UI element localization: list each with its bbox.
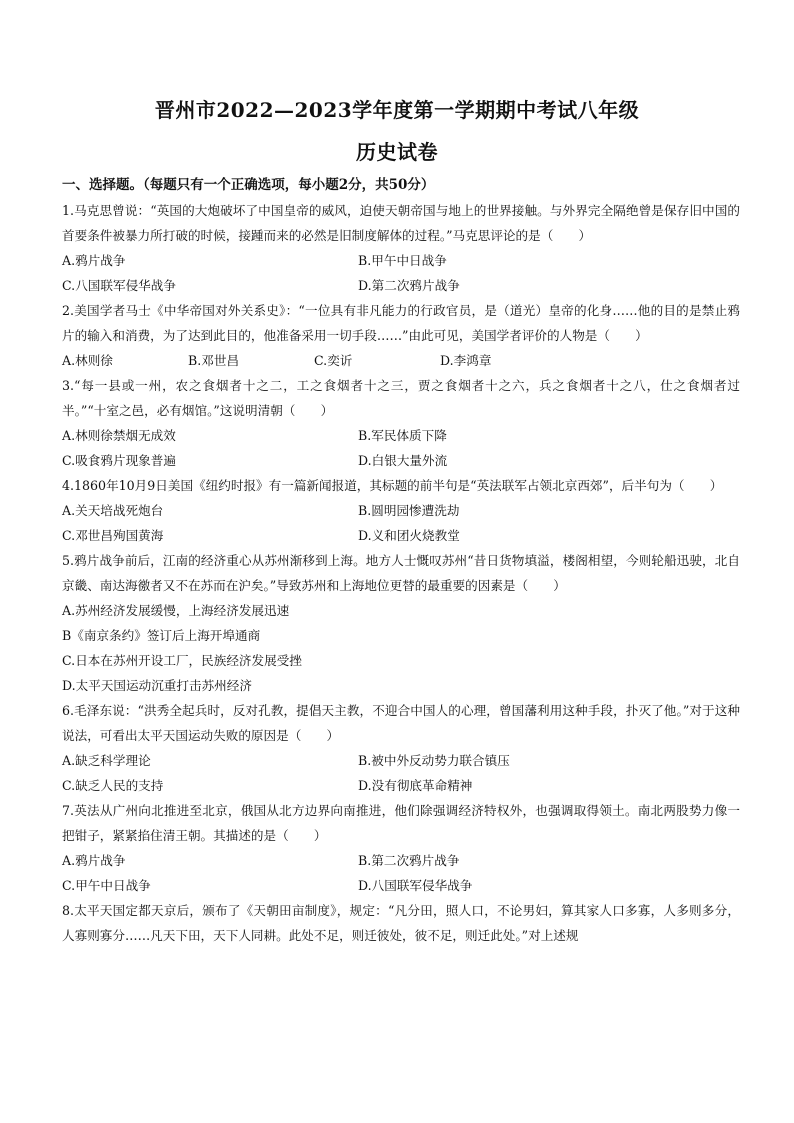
option-d: D.八国联军侵华战争 xyxy=(358,878,473,893)
options-row xyxy=(62,748,740,773)
option-a: A.林则徐 xyxy=(62,353,113,368)
option-a: A.关天培战死炮台 xyxy=(62,503,164,518)
option-d: D.义和团火烧教堂 xyxy=(358,528,460,543)
option-c: C.缺乏人民的支持 xyxy=(62,778,164,793)
question-3 xyxy=(62,373,740,473)
option-b: B.被中外反动势力联合镇压 xyxy=(358,753,510,768)
options-row xyxy=(62,423,740,448)
question-stem: 8.太平天国定都天京后，颁布了《天朝田亩制度》，规定：“凡分田，照人口，不论男妇，算其家人口多寡，人多则多分，人寡则寡分……凡天下田，天下人同耕。此处不足，则迁彼处，彼不足，则迁此处。”对上述规 xyxy=(62,903,740,943)
question-stem: 6.毛泽东说：“洪秀全起兵时，反对孔教，提倡天主教，不迎合中国人的心理，曾国藩利用这种手段，扑灭了他。”对于这种说法，可看出太平天国运动失败的原因是（ ） xyxy=(62,703,740,743)
option-c: C.日本在苏州开设工厂，民族经济发展受挫 xyxy=(62,653,302,668)
question-6 xyxy=(62,698,740,798)
option-b: B.邓世昌 xyxy=(188,353,240,368)
question-list xyxy=(62,198,740,948)
exam-subject: 历史试卷 xyxy=(356,140,438,164)
section-heading: 一、选择题。（每题只有一个正确选项，每小题2分，共50分） xyxy=(62,177,435,193)
option-b: B.第二次鸦片战争 xyxy=(358,853,460,868)
options-row xyxy=(62,348,740,373)
question-stem: 2.美国学者马士《中华帝国对外关系史》：“一位具有非凡能力的行政官员，是（道光）皇帝的化身……他的目的是禁止鸦片的输入和消费，为了达到此目的，他准备采用一切手段……”由此可见，美国学者评价的人物是（ ） xyxy=(62,303,740,343)
options-row xyxy=(62,773,740,798)
option-b: B《南京条约》签订后上海开埠通商 xyxy=(62,628,261,643)
option-d: D.太平天国运动沉重打击苏州经济 xyxy=(62,678,252,693)
option-a: A.缺乏科学理论 xyxy=(62,753,151,768)
option-c: C.邓世昌殉国黄海 xyxy=(62,528,164,543)
option-c: C.八国联军侵华战争 xyxy=(62,278,176,293)
question-stem: 5.鸦片战争前后，江南的经济重心从苏州渐移到上海。地方人士慨叹苏州“昔日货物填溢，楼阁相望，今则轮船迅驶，北自京畿、南达海徼者又不在苏而在沪矣。”导致苏州和上海地位更替的最重要的因素是（ ） xyxy=(62,553,740,593)
options-row xyxy=(62,248,740,273)
option-b: B.圆明园惨遭洗劫 xyxy=(358,503,460,518)
option-a: A.鸦片战争 xyxy=(62,853,126,868)
question-4 xyxy=(62,473,740,548)
question-8 xyxy=(62,898,740,948)
option-d: D.没有彻底革命精神 xyxy=(358,778,473,793)
question-stem: 1.马克思曾说：“英国的大炮破坏了中国皇帝的威风，迫使天朝帝国与地上的世界接触。与外界完全隔绝曾是保存旧中国的首要条件被暴力所打破的时候，接踵而来的必然是旧制度解体的过程。”马克思评论的是（ ） xyxy=(62,203,740,243)
option-c: C.甲午中日战争 xyxy=(62,878,151,893)
option-b: B.甲午中日战争 xyxy=(358,253,447,268)
question-5 xyxy=(62,548,740,698)
question-7 xyxy=(62,798,740,898)
question-stem: 4.1860年10月9日美国《纽约时报》有一篇新闻报道，其标题的前半句是“英法联军占领北京西郊”，后半句为（ ） xyxy=(62,478,723,493)
option-a: A.林则徐禁烟无成效 xyxy=(62,428,176,443)
options-row xyxy=(62,448,740,473)
option-b: B.军民体质下降 xyxy=(358,428,447,443)
question-1 xyxy=(62,198,740,298)
option-c: C.吸食鸦片现象普遍 xyxy=(62,453,176,468)
options-row xyxy=(62,873,740,898)
option-c: C.奕䜣 xyxy=(314,353,353,368)
option-a: A.苏州经济发展缓慢，上海经济发展迅速 xyxy=(62,603,290,618)
option-d: D.李鸿章 xyxy=(440,353,492,368)
question-stem: 3.“每一县或一州，农之食烟者十之二，工之食烟者十之三，贾之食烟者十之六，兵之食烟者十之八，仕之食烟者过半。”“十室之邑，必有烟馆。”这说明清朝（ ） xyxy=(62,378,740,418)
option-d: D.第二次鸦片战争 xyxy=(358,278,460,293)
option-a: A.鸦片战争 xyxy=(62,253,126,268)
options-row xyxy=(62,273,740,298)
options-row xyxy=(62,498,740,523)
exam-title: 晋州市2022—2023学年度第一学期期中考试八年级 xyxy=(154,98,640,122)
options-row xyxy=(62,848,740,873)
question-stem: 7.英法从广州向北推进至北京，俄国从北方边界向南推进，他们除强调经济特权外，也强调取得领土。南北两股势力像一把钳子，紧紧掐住清王朝。其描述的是（ ） xyxy=(62,803,740,843)
question-2 xyxy=(62,298,740,373)
option-d: D.白银大量外流 xyxy=(358,453,448,468)
options-row xyxy=(62,523,740,548)
